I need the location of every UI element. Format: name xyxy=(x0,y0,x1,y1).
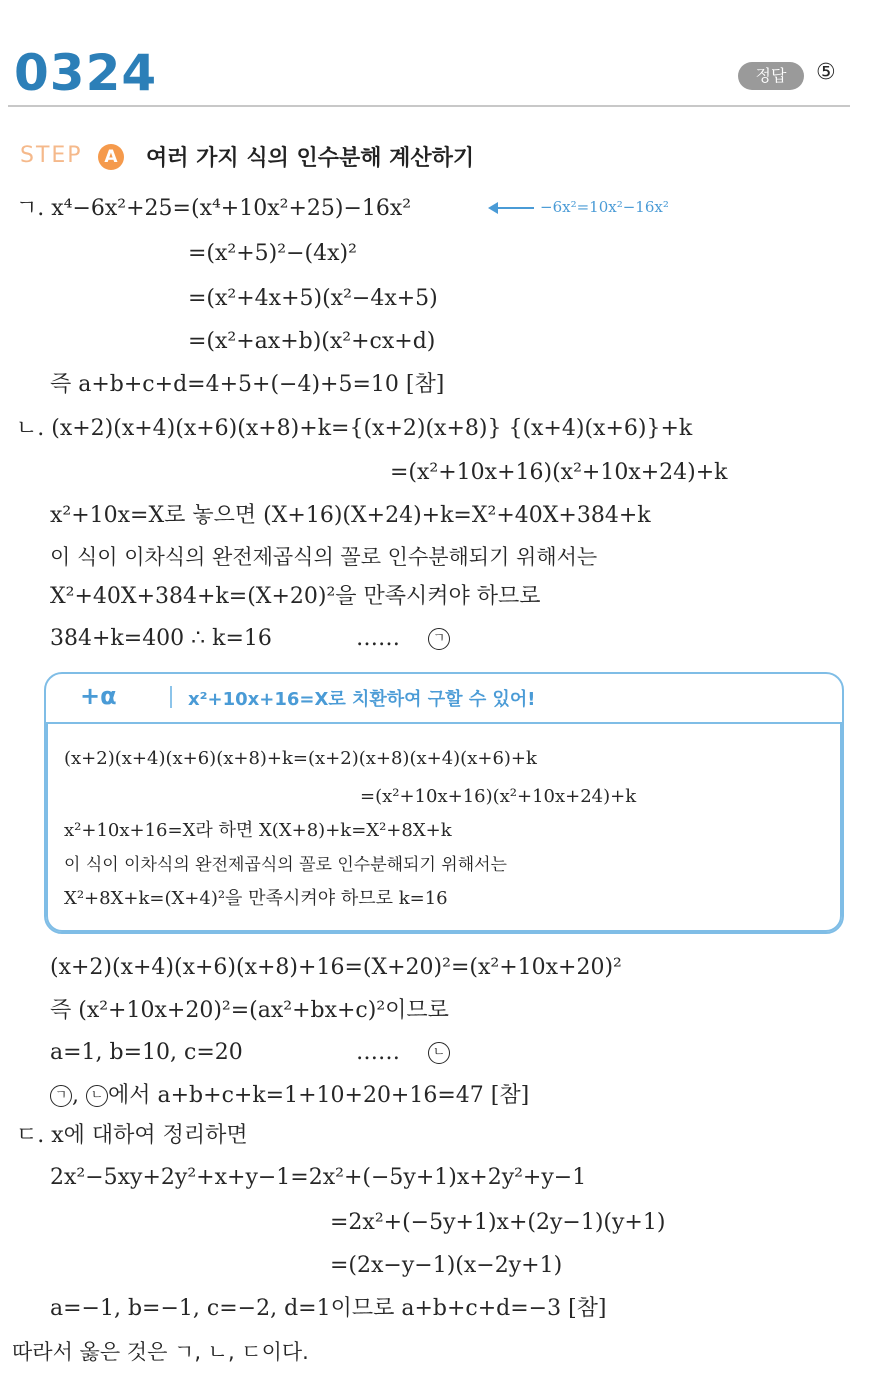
part-a-line-3: =(x²+4x+5)(x²−4x+5) xyxy=(188,286,438,311)
part-b-line-2: =(x²+10x+16)(x²+10x+24)+k xyxy=(390,460,728,485)
answer-badge: 정답 xyxy=(738,62,804,90)
answer-value: ⑤ xyxy=(816,60,836,85)
part-b2-line-3: a=1, b=10, c=20 xyxy=(50,1040,243,1065)
part-a-line-5: 즉 a+b+c+d=4+5+(−4)+5=10 [참] xyxy=(50,372,445,397)
part-b2-dots: …… xyxy=(356,1040,400,1065)
alpha-line-5: X²+8X+k=(X+4)²을 만족시켜야 하므로 k=16 xyxy=(64,888,448,909)
circled-mark-2-ref: ㄴ xyxy=(86,1085,108,1107)
part-b-line-3: x²+10x=X로 놓으면 (X+16)(X+24)+k=X²+40X+384+k xyxy=(50,503,651,528)
part-c-line-1: ㄷ. x에 대하여 정리하면 xyxy=(16,1123,248,1148)
circled-mark-1-ref: ㄱ xyxy=(50,1085,72,1107)
part-b-dots: …… xyxy=(356,626,400,651)
alpha-line-2: =(x²+10x+16)(x²+10x+24)+k xyxy=(360,786,637,807)
conclusion: 따라서 옳은 것은 ㄱ, ㄴ, ㄷ이다. xyxy=(12,1340,309,1364)
part-a-line-4: =(x²+ax+b)(x²+cx+d) xyxy=(188,329,436,354)
step-label: STEP xyxy=(20,143,83,168)
step-title: 여러 가지 식의 인수분해 계산하기 xyxy=(146,146,475,171)
alpha-line-1: (x+2)(x+4)(x+6)(x+8)+k=(x+2)(x+8)(x+4)(x+6)+k xyxy=(64,748,537,769)
step-letter-badge: A xyxy=(98,144,124,170)
circled-mark-2: ㄴ xyxy=(428,1042,450,1064)
tip-divider xyxy=(170,686,172,708)
alpha-hint: x²+10x+16=X로 치환하여 구할 수 있어! xyxy=(188,689,536,710)
part-c-line-3: =2x²+(−5y+1)x+(2y−1)(y+1) xyxy=(330,1210,666,1235)
plus-alpha-label: +α xyxy=(80,682,117,710)
part-c-line-5: a=−1, b=−1, c=−2, d=1이므로 a+b+c+d=−3 [참] xyxy=(50,1296,607,1321)
part-a-line-2: =(x²+5)²−(4x)² xyxy=(188,241,357,266)
part-b2-line-2: 즉 (x²+10x+20)²=(ax²+bx+c)²이므로 xyxy=(50,998,449,1023)
part-c-line-4: =(2x−y−1)(x−2y+1) xyxy=(330,1253,563,1278)
part-b-line-1: ㄴ. (x+2)(x+4)(x+6)(x+8)+k={(x+2)(x+8)} {(x+4)(x+6)}+k xyxy=(16,416,693,441)
alpha-line-4: 이 식이 이차식의 완전제곱식의 꼴로 인수분해되기 위해서는 xyxy=(64,855,507,875)
problem-number: 0324 xyxy=(14,44,158,102)
header-divider xyxy=(8,105,850,107)
part-b-line-5: X²+40X+384+k=(X+20)²을 만족시켜야 하므로 xyxy=(50,584,541,609)
circled-mark-1: ㄱ xyxy=(428,628,450,650)
part-b-line-4: 이 식이 이차식의 완전제곱식의 꼴로 인수분해되기 위해서는 xyxy=(50,545,598,569)
part-c-line-2: 2x²−5xy+2y²+x+y−1=2x²+(−5y+1)x+2y²+y−1 xyxy=(50,1165,587,1190)
arrow-shaft xyxy=(492,207,534,209)
part-a-note: −6x²=10x²−16x² xyxy=(540,198,669,216)
alpha-line-3: x²+10x+16=X라 하면 X(X+8)+k=X²+8X+k xyxy=(64,820,452,841)
part-b2-line-1: (x+2)(x+4)(x+6)(x+8)+16=(X+20)²=(x²+10x+20)² xyxy=(50,955,622,980)
part-b2-line-4: 에서 a+b+c+k=1+10+20+16=47 [참] xyxy=(108,1083,530,1108)
part-a-line-1: ㄱ. x⁴−6x²+25=(x⁴+10x²+25)−16x² xyxy=(16,196,412,221)
part-b-line-6: 384+k=400 ∴ k=16 xyxy=(50,626,272,651)
